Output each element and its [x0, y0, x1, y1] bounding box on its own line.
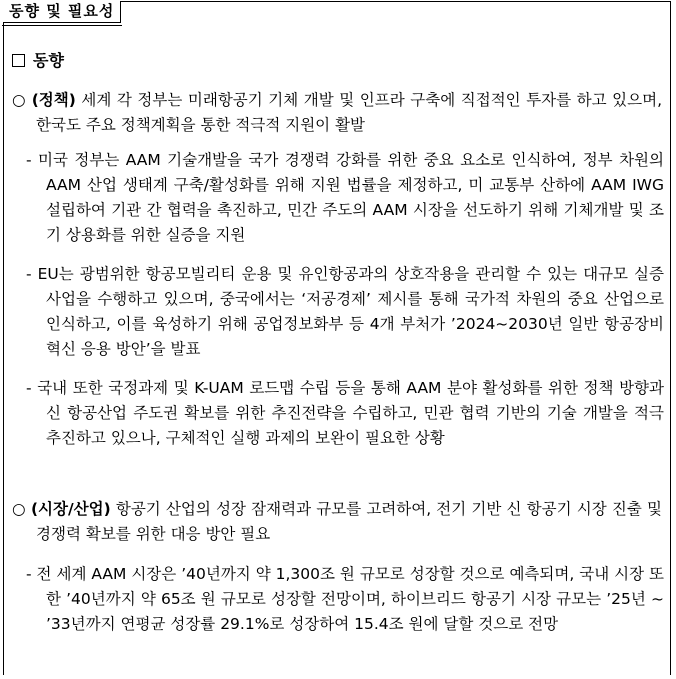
- policy-tag: (정책): [31, 91, 76, 109]
- market-item: ○ (시장/산업) 항공기 산업의 성장 잠재력과 규모를 고려하여, 전기 기반 신 항공기 시장 진출 및 경쟁력 확보를 위한 대응 방안 필요: [12, 500, 662, 543]
- policy-text: 세계 각 정부는 미래항공기 기체 개발 및 인프라 구축에 직접적인 투자를 하고 있으며, 한국도 주요 정책계획을 통한 적극적 지원이 활발: [36, 91, 663, 134]
- domestic-text: 국내 또한 국정과제 및 K-UAM 로드맵 수립 등을 통해 AAM 분야 활성화를 위한 정책 방향과 신 항공산업 주도권 확보를 위한 추진전략을 수립하고, 민관 협력 기반의 기술 개발을 적극 추진하고 있으나, 구체적인 실행 과제의 보완이 필요한 상황: [37, 379, 664, 447]
- square-bullet-icon: [12, 54, 25, 67]
- policy-item: ○ (정책) 세계 각 정부는 미래항공기 기체 개발 및 인프라 구축에 직접적인 투자를 하고 있으며, 한국도 주요 정책계획을 통한 적극적 지원이 활발: [12, 91, 663, 134]
- market-text: 항공기 산업의 성장 잠재력과 규모를 고려하여, 전기 기반 신 항공기 시장 진출 및 경쟁력 확보를 위한 대응 방안 필요: [36, 500, 662, 543]
- market-forecast-text: 전 세계 AAM 시장은 ’40년까지 약 1,300조 원 규모로 성장할 것으로 예측되며, 국내 시장 또한 ’40년까지 약 65조 원 규모로 성장할 전망이며, 하이브리드 항공기 시장 규모는 ’25년 ~ ’33년까지 연평균 성장률 29.1%로 성장하여 15.4조 원에 달할 것으로 전망: [36, 565, 664, 633]
- market-tag: (시장/산업): [30, 500, 111, 518]
- eu-china-item: - EU는 광범위한 항공모빌리티 운용 및 유인항공과의 상호작용을 관리할 수 있는 대규모 실증 사업을 수행하고 있으며, 중국에서는 ‘저공경제’ 제시를 통해 국가적 차원의 중요 산업으로 인식하고, 이를 육성하기 위해 공업정보화부 등 4개 부처가 ’2024~2030년 일반 항공장비 혁신 응용 방안’을 발표: [26, 265, 664, 358]
- eu-china-text: EU는 광범위한 항공모빌리티 운용 및 유인항공과의 상호작용을 관리할 수 있는 대규모 실증 사업을 수행하고 있으며, 중국에서는 ‘저공경제’ 제시를 통해 국가적 차원의 중요 산업으로 인식하고, 이를 육성하기 위해 공업정보화부 등 4개 부처가 ’2024~2030년 일반 항공장비 혁신 응용 방안’을 발표: [37, 265, 664, 358]
- us-text: 미국 정부는 AAM 기술개발을 국가 경쟁력 강화를 위한 중요 요소로 인식하여, 정부 차원의 AAM 산업 생태계 구축/활성화를 위해 지원 법률을 제정하고, 미 교통부 산하에 AAM IWG 설립하여 기관 간 협력을 촉진하고, 민간 주도의 AAM 시장을 선도하기 위해 기체개발 및 조기 상용화를 위한 실증을 지원: [38, 151, 664, 244]
- section-heading-text: 동향: [33, 51, 64, 70]
- domestic-item: - 국내 또한 국정과제 및 K-UAM 로드맵 수립 등을 통해 AAM 분야 활성화를 위한 정책 방향과 신 항공산업 주도권 확보를 위한 추진전략을 수립하고, 민관 협력 기반의 기술 개발을 적극 추진하고 있으나, 구체적인 실행 과제의 보완이 필요한 상황: [26, 379, 664, 447]
- us-item: - 미국 정부는 AAM 기술개발을 국가 경쟁력 강화를 위한 중요 요소로 인식하여, 정부 차원의 AAM 산업 생태계 구축/활성화를 위해 지원 법률을 제정하고, 미 교통부 산하에 AAM IWG 설립하여 기관 간 협력을 촉진하고, 민간 주도의 AAM 시장을 선도하기 위해 기체개발 및 조기 상용화를 위한 실증을 지원: [26, 151, 664, 244]
- section-heading: [12, 48, 64, 71]
- section-tab-title: 동향 및 필요성: [3, 1, 121, 23]
- market-forecast-item: - 전 세계 AAM 시장은 ’40년까지 약 1,300조 원 규모로 성장할 것으로 예측되며, 국내 시장 또한 ’40년까지 약 65조 원 규모로 성장할 전망이며, 하이브리드 항공기 시장 규모는 ’25년 ~ ’33년까지 연평균 성장률 29.1%로 성장하여 15.4조 원에 달할 것으로 전망: [26, 565, 664, 633]
